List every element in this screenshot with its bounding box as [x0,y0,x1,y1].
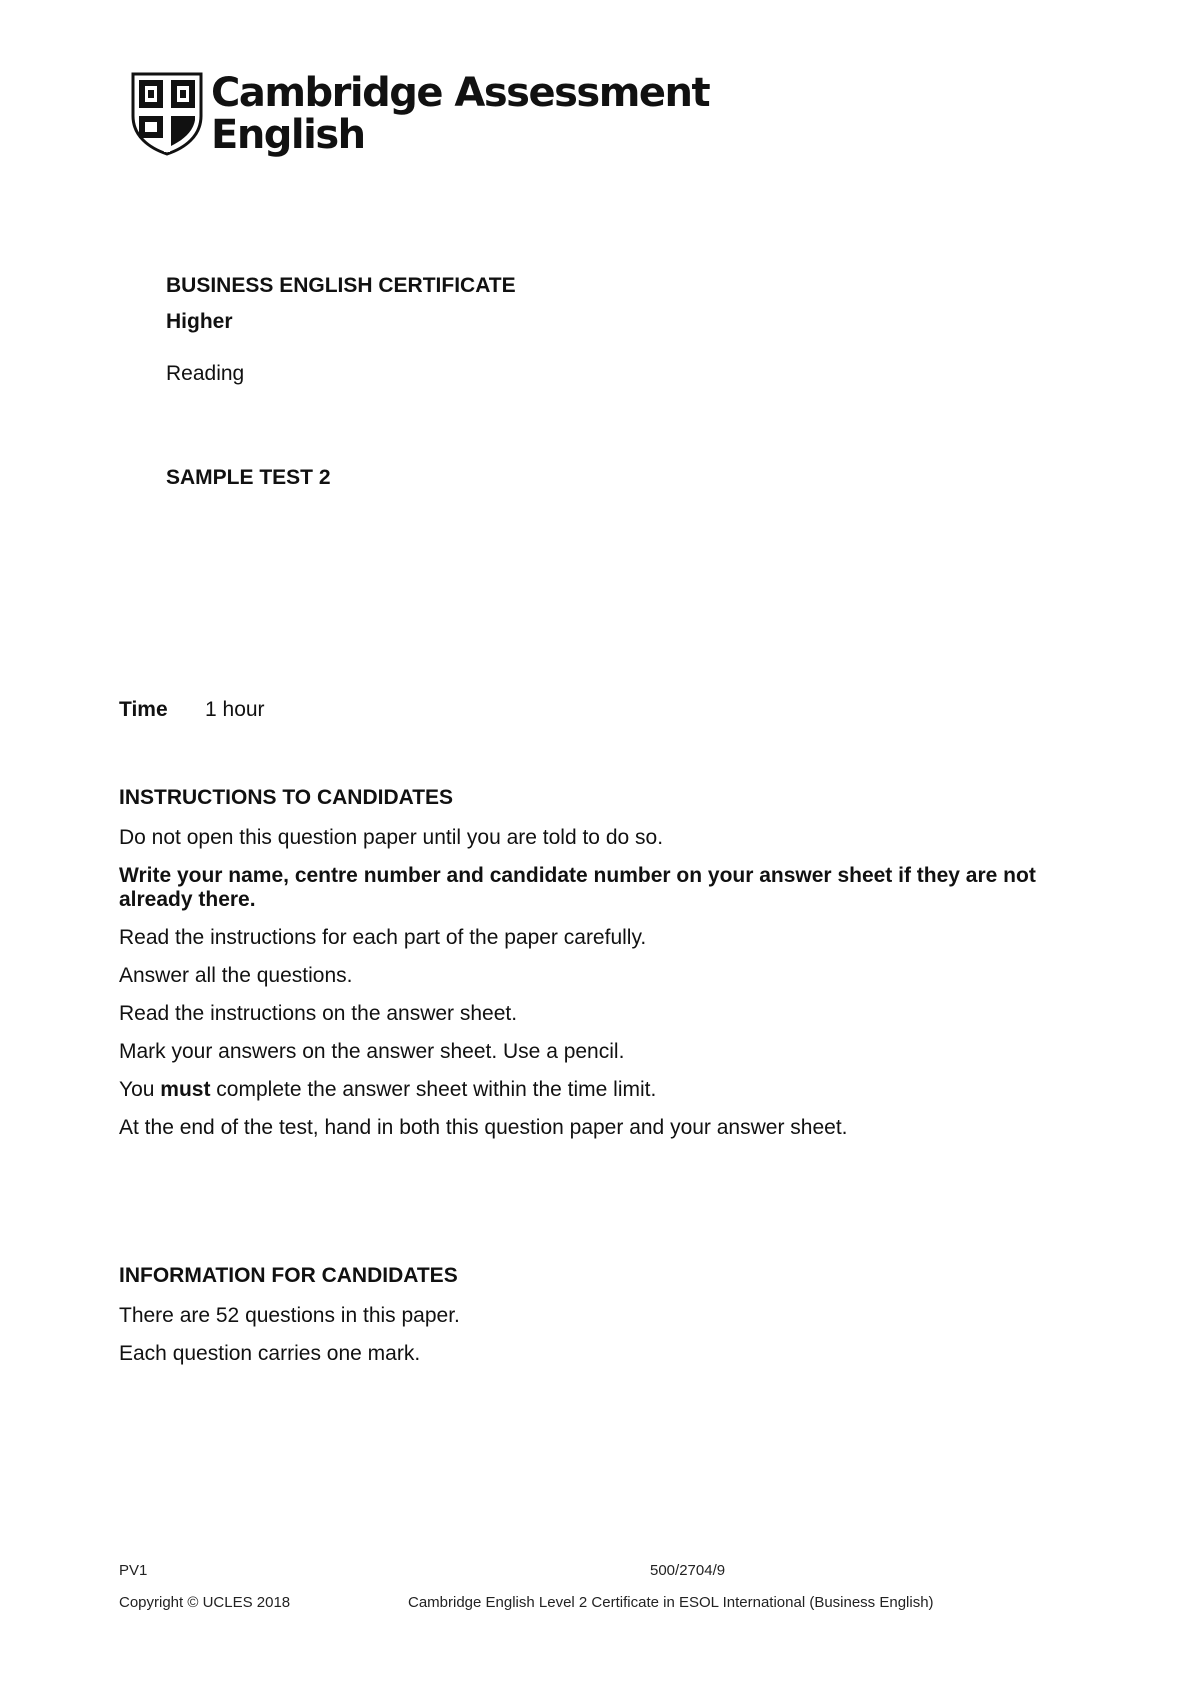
instruction-text: You [119,1078,161,1101]
instructions-list [119,826,1079,1154]
information-line: There are 52 questions in this paper. [119,1304,460,1327]
instruction-line: Do not open this question paper until you are told to do so. [119,826,664,849]
certificate-title: BUSINESS ENGLISH CERTIFICATE [166,274,516,297]
instruction-line [119,1078,1079,1102]
information-list [119,1304,460,1380]
certificate-level: Higher [166,310,233,333]
logo-line-1: Cambridge Assessment [211,70,710,116]
instruction-line: Read the instructions on the answer sheet. [119,1002,518,1025]
instruction-line: Read the instructions for each part of the paper carefully. [119,926,647,949]
instruction-line: Write your name, centre number and candidate number on your answer sheet if they are not already there. [119,864,1036,911]
time-row [119,698,265,722]
paper-name: Reading [166,362,245,385]
logo-line-2: English [211,112,365,158]
time-value: 1 hour [205,698,265,721]
footer-description: Cambridge English Level 2 Certificate in ESOL International (Business English) [408,1594,934,1611]
time-label: Time [119,698,168,721]
footer-copyright: Copyright © UCLES 2018 [119,1594,291,1611]
instruction-line: Mark your answers on the answer sheet. Use a pencil. [119,1040,625,1063]
test-name: SAMPLE TEST 2 [166,466,331,489]
information-heading: INFORMATION FOR CANDIDATES [119,1264,458,1287]
instruction-line: At the end of the test, hand in both this question paper and your answer sheet. [119,1116,848,1139]
instruction-emphasis: must [160,1078,211,1101]
instruction-text: complete the answer sheet within the time limit. [210,1078,657,1101]
logo-wordmark [211,72,709,156]
instruction-line: Answer all the questions. [119,964,353,987]
cambridge-shield-icon [131,72,203,156]
footer-version: PV1 [119,1562,148,1579]
cambridge-logo [131,72,709,158]
instructions-heading: INSTRUCTIONS TO CANDIDATES [119,786,454,809]
footer-code: 500/2704/9 [650,1562,726,1579]
information-line: Each question carries one mark. [119,1342,421,1365]
